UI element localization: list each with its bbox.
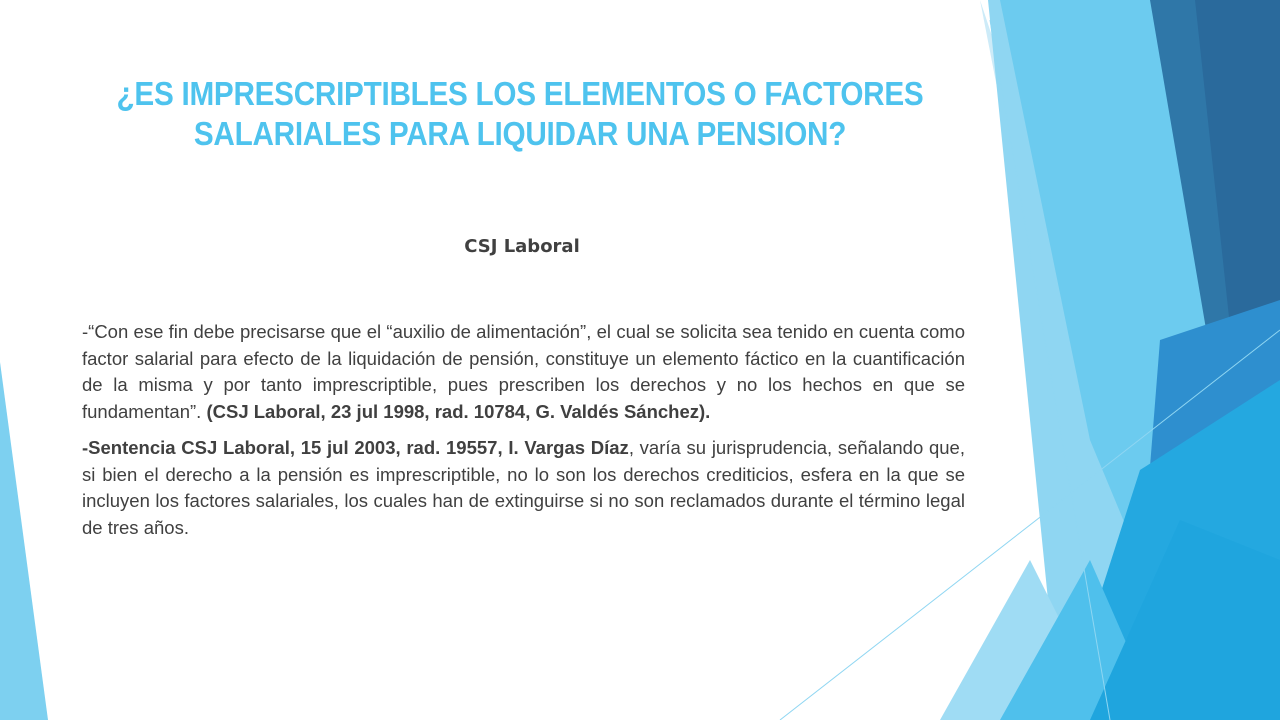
paragraph-1-citation: (CSJ Laboral, 23 jul 1998, rad. 10784, G. Valdés Sánchez). (206, 401, 711, 423)
paragraph-1 (82, 319, 965, 426)
slide-subtitle: CSJ Laboral (464, 236, 580, 257)
left-facet (0, 362, 48, 720)
paragraph-2 (82, 435, 965, 542)
title-line-1: ¿ES IMPRESCRIPTIBLES LOS ELEMENTOS O FACTORES (116, 75, 924, 112)
paragraph-2-text: , varía su jurisprudencia, señalando que, si bien el derecho a la pensión es imprescriptible, no lo son los derechos crediticios, esfera en la que se incluyen los factores salariales, los cuales han de extinguirse si no son reclamados durante el término legal de tres años. (82, 436, 965, 538)
title-line-2: SALARIALES PARA LIQUIDAR UNA PENSION? (193, 115, 847, 152)
slide-body (82, 319, 965, 551)
paragraph-1-text: -“Con ese fin debe precisarse que el “auxilio de alimentación”, el cual se solicita sea tenido en cuenta como factor salarial para efecto de la liquidación de pensión, constituye un elemento fáctico en la cuantificación de la misma y por tanto imprescriptible, pues prescriben los derechos y no los hechos en que se fundamentan”. (82, 321, 965, 423)
slide-title (106, 74, 934, 154)
paragraph-2-citation: -Sentencia CSJ Laboral, 15 jul 2003, rad. 19557, I. Vargas Díaz (82, 436, 629, 458)
